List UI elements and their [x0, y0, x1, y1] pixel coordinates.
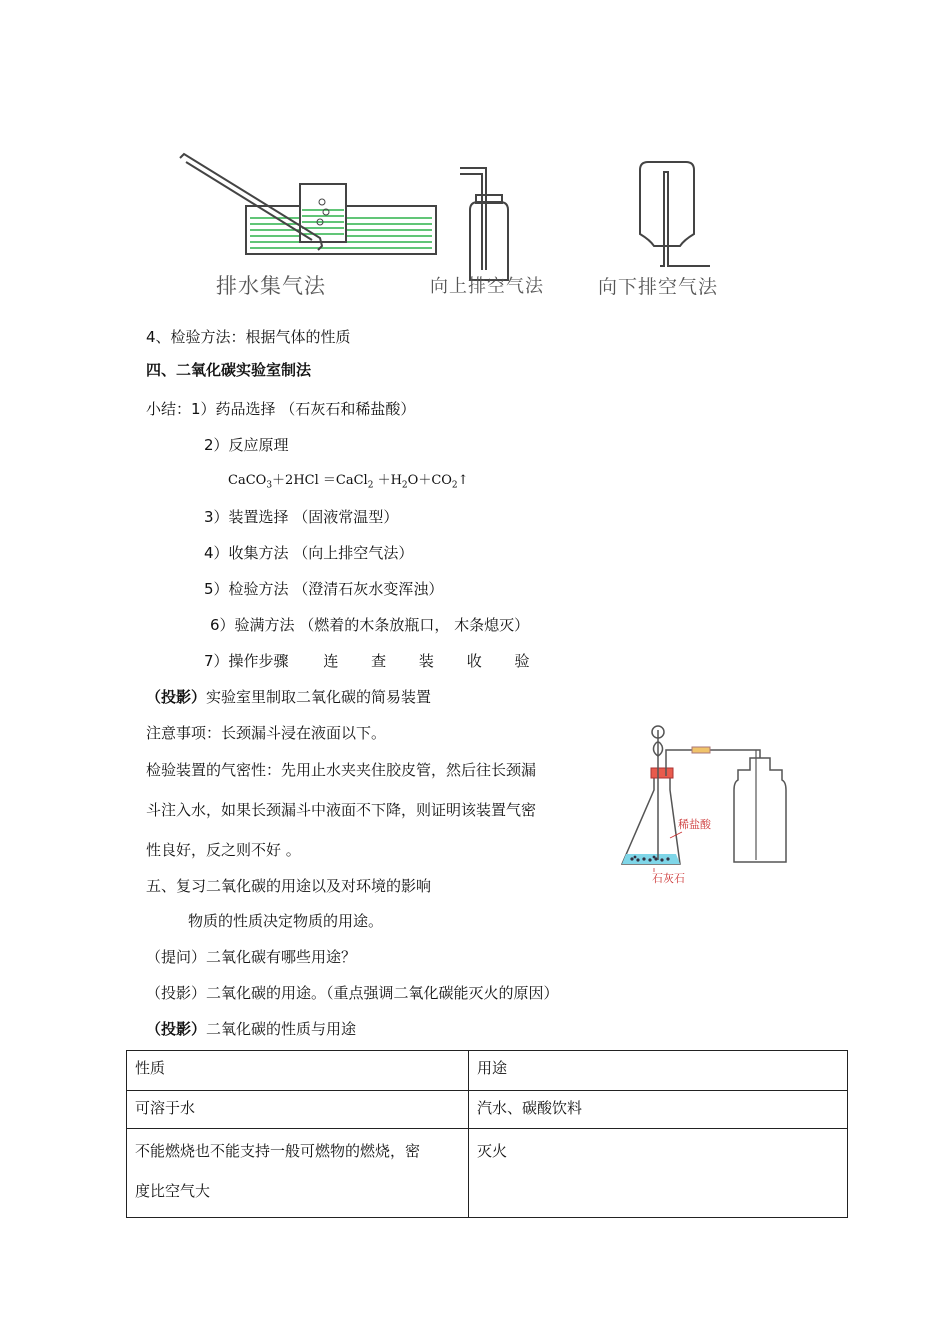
- diagram-label-water-displacement: 排水集气法: [216, 274, 326, 298]
- summary-operation-steps: [204, 651, 530, 671]
- properties-uses-table: [126, 1050, 848, 1218]
- line-test-method: 4、检验方法：根据气体的性质: [146, 328, 351, 346]
- cell-property-line2: 度比空气大: [135, 1182, 211, 1200]
- label-dilute-hcl: 稀盐酸: [678, 818, 711, 831]
- label-limestone: 石灰石: [652, 872, 685, 885]
- note-line: 注意事项：长颈漏斗浸在液面以下。: [146, 724, 387, 742]
- water-displacement-apparatus: [180, 154, 436, 254]
- gas-collection-diagram: [170, 140, 770, 290]
- table-row: [127, 1091, 848, 1129]
- upward-air-displacement-apparatus: [460, 168, 508, 280]
- property-determines-use: 物质的性质决定物质的用途。: [188, 912, 384, 930]
- airtightness-line-1: 检验装置的气密性：先用止水夹夹住胶皮管，然后往长颈漏: [146, 761, 537, 779]
- section-four-heading: 四、二氧化碳实验室制法: [146, 361, 312, 379]
- question-uses: （提问）二氧化碳有哪些用途？: [146, 948, 357, 966]
- step-check: 查: [371, 652, 387, 670]
- cell-use: 灭火: [469, 1129, 848, 1218]
- summary-drug-selection: 小结：1）药品选择 （石灰石和稀盐酸）: [146, 400, 416, 418]
- step-verify: 验: [514, 652, 530, 670]
- projection-tag-2: （投影）: [146, 1020, 207, 1038]
- table-header-row: [127, 1051, 848, 1091]
- cell-property: [127, 1129, 469, 1218]
- summary-reaction-principle: 2）反应原理: [204, 436, 289, 454]
- projection-tag: （投影）: [146, 688, 207, 706]
- summary-full-check: 6）验满方法 （燃着的木条放瓶口， 木条熄灭）: [210, 616, 530, 634]
- projection-properties-uses: [146, 1019, 356, 1039]
- section-five-heading: 五、复习二氧化碳的用途以及对环境的影响: [146, 877, 432, 895]
- summary-apparatus-selection: 3）装置选择 （固液常温型）: [204, 508, 399, 526]
- steps-label: 7）操作步骤: [204, 652, 289, 670]
- projection-uses: （投影）二氧化碳的用途。（重点强调二氧化碳能灭火的原因）: [146, 984, 559, 1002]
- airtightness-line-2: 斗注入水，如果长颈漏斗中液面不下降，则证明该装置气密: [146, 801, 537, 819]
- summary-test-method: 5）检验方法 （澄清石灰水变浑浊）: [204, 580, 444, 598]
- step-load: 装: [418, 652, 434, 670]
- projection-text-2: 二氧化碳的性质与用途: [206, 1020, 357, 1038]
- step-collect: 收: [466, 652, 482, 670]
- table-row: [127, 1129, 848, 1218]
- projection-text: 实验室里制取二氧化碳的简易装置: [206, 688, 432, 706]
- airtightness-line-3: 性良好，反之则不好 。: [146, 841, 301, 859]
- diagram-label-upward-air: 向上排空气法: [430, 276, 544, 297]
- header-property: 性质: [127, 1051, 469, 1091]
- reaction-equation: CaCO$_3$＋2HCl ＝CaCl$_2$ $+H_2O+CO_2↑$: [228, 473, 469, 491]
- projection-apparatus-line: [146, 687, 431, 707]
- cell-property-line1: 不能燃烧也不能支持一般可燃物的燃烧，密: [135, 1142, 421, 1160]
- downward-air-displacement-apparatus: [640, 162, 710, 266]
- step-connect: 连: [323, 652, 339, 670]
- cell-use: 汽水、碳酸饮料: [469, 1091, 848, 1129]
- header-use: 用途: [469, 1051, 848, 1091]
- diagram-label-downward-air: 向下排空气法: [598, 276, 719, 298]
- cell-property: 可溶于水: [127, 1091, 469, 1129]
- summary-collection-method: 4）收集方法 （向上排空气法）: [204, 544, 414, 562]
- co2-apparatus-figure: [610, 720, 790, 885]
